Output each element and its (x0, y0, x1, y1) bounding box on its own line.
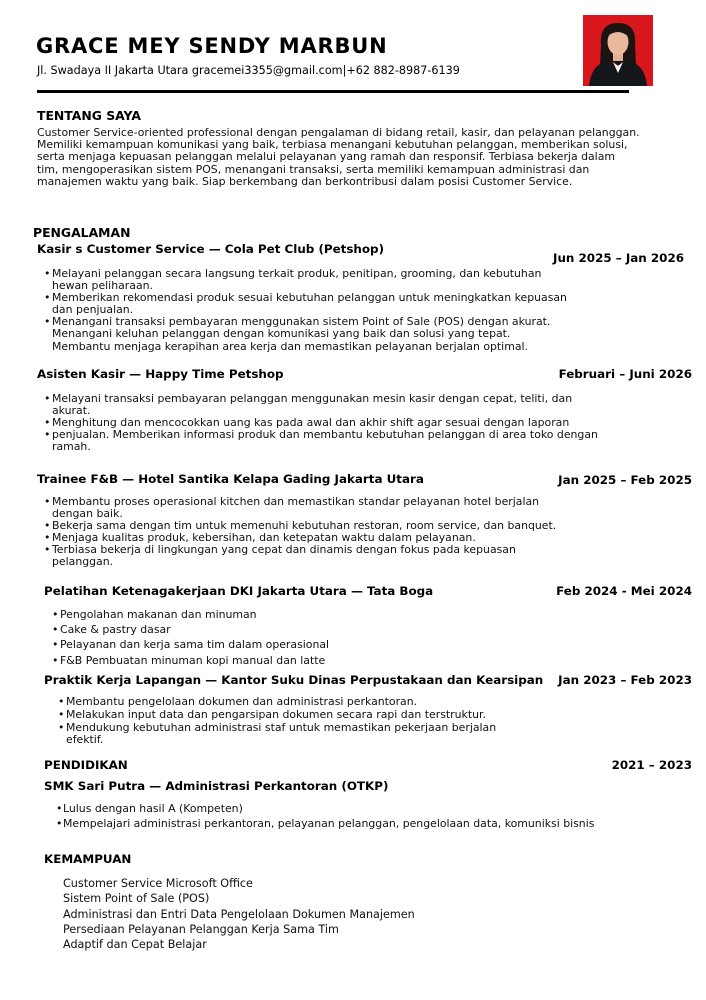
job-bullets (44, 268, 664, 353)
list-item: pelanggan. (52, 555, 114, 569)
list-item: • Cake & pastry dasar (52, 622, 652, 637)
about-text (37, 127, 677, 188)
education-bullets (56, 801, 676, 831)
list-item: • Memberikan rekomendasi produk sesuai kebutuhan pelanggan untuk meningkatkan kepuasan (44, 292, 664, 304)
list-item: • Pengolahan makanan dan minuman (52, 607, 652, 622)
list-item: • Melakukan input data dan pengarsipan dokumen secara rapi dan terstruktur. (58, 709, 658, 722)
list-item: • Melayani pelanggan secara langsung terkait produk, penitipan, grooming, dan kebutuhan (44, 268, 664, 280)
list-item: • Pelayanan dan kerja sama tim dalam operasional (52, 637, 652, 652)
list-item: ramah. (52, 440, 91, 454)
education-date: 2021 – 2023 (611, 758, 692, 772)
skills-list (63, 876, 623, 952)
list-item: • F&B Pembuatan minuman kopi manual dan latte (52, 653, 652, 668)
list-item: Persediaan Pelayanan Pelanggan Kerja Sama Tim (63, 922, 339, 936)
list-item: • penjualan. Memberikan informasi produk dan membantu kebutuhan pelanggan di area toko dengan (44, 429, 664, 441)
school-name: SMK Sari Putra — Administrasi Perkantoran (OTKP) (44, 779, 389, 793)
contact-info: Jl. Swadaya II Jakarta Utara gracemei3355@gmail.com|+62 882-8987-6139 (37, 64, 460, 77)
list-item: • Membantu proses operasional kitchen dan memastikan standar pelayanan hotel berjalan (44, 496, 664, 508)
person-photo-icon (583, 15, 653, 86)
list-item: dan penjualan. (52, 303, 134, 317)
about-heading: TENTANG SAYA (37, 108, 141, 123)
list-item: Membantu menjaga kerapihan area kerja dan memastikan pelayanan berjalan optimal. (52, 339, 528, 353)
list-item: hewan peliharaan. (52, 279, 153, 293)
list-item: • Melayani transaksi pembayaran pelanggan menggunakan mesin kasir dengan cepat, teliti, dan (44, 393, 664, 405)
list-item: • Menangani transaksi pembayaran menggunakan sistem Point of Sale (POS) dengan akurat. (44, 316, 664, 328)
about-line: Customer Service-oriented professional dengan pengalaman di bidang retail, kasir, dan pelayanan pelanggan. (37, 126, 640, 139)
job-bullets (52, 607, 652, 668)
job-title: Kasir s Customer Service — Cola Pet Club (Petshop) (37, 242, 385, 256)
list-item: Adaptif dan Cepat Belajar (63, 938, 207, 952)
list-item: Menangani keluhan pelanggan dengan komunikasi yang baik dan solusi yang tepat. (52, 327, 511, 341)
job-date: Jan 2025 – Feb 2025 (558, 473, 692, 487)
list-item: • Mempelajari administrasi perkantoran, pelayanan pelanggan, pengelolaan data, komuniksi bisnis (56, 816, 676, 831)
about-line: tim, mengoperasikan sistem POS, menangani transaksi, serta memiliki kemampuan administrasi dan (37, 162, 590, 176)
job-date: Jun 2025 – Jan 2026 (553, 251, 684, 265)
list-item: • Terbiasa bekerja di lingkungan yang cepat dan dinamis dengan fokus pada kepuasan (44, 544, 664, 556)
list-item: • Lulus dengan hasil A (Kompeten) (56, 801, 676, 816)
job-bullets (44, 496, 664, 569)
job-date: Feb 2024 - Mei 2024 (556, 584, 692, 598)
list-item: Customer Service Microsoft Office (63, 877, 253, 890)
list-item: • Menjaga kualitas produk, kebersihan, dan ketepatan waktu dalam pelayanan. (44, 532, 664, 544)
header-divider (37, 90, 629, 93)
list-item: akurat. (52, 404, 91, 418)
list-item: dengan baik. (52, 507, 123, 521)
about-line: serta menjaga kepuasan pelanggan melalui pelayanan yang ramah dan responsif. Terbiasa bekerja dalam (37, 150, 615, 164)
list-item: • Mendukung kebutuhan administrasi staf untuk memastikan pekerjaan berjalan (58, 722, 658, 735)
job-bullets (44, 393, 664, 453)
job-date: Jan 2023 – Feb 2023 (558, 673, 692, 687)
about-line: Memiliki kemampuan komunikasi yang baik, terbiasa menangani kebutuhan pelanggan, memberikan solusi, (37, 138, 628, 152)
job-title: Asisten Kasir — Happy Time Petshop (37, 367, 284, 381)
list-item: • Menghitung dan mencocokkan uang kas pada awal dan akhir shift agar sesuai dengan laporan (44, 417, 664, 429)
list-item: • Membantu pengelolaan dokumen dan administrasi perkantoran. (58, 696, 658, 709)
profile-photo (583, 15, 653, 86)
list-item: • Bekerja sama dengan tim untuk memenuhi kebutuhan restoran, room service, dan banquet. (44, 520, 664, 532)
job-date: Februari – Juni 2026 (558, 367, 692, 381)
job-title: Pelatihan Ketenagakerjaan DKI Jakarta Utara — Tata Boga (44, 584, 434, 598)
education-heading: PENDIDIKAN (44, 758, 128, 772)
job-bullets (58, 696, 658, 747)
skills-heading: KEMAMPUAN (44, 852, 132, 866)
job-title: Trainee F&B — Hotel Santika Kelapa Gading Jakarta Utara (37, 472, 424, 486)
list-item: Sistem Point of Sale (POS) (63, 892, 210, 906)
list-item: efektif. (66, 733, 104, 747)
about-line: manajemen waktu yang baik. Siap berkembang dan berkontribusi dalam posisi Customer Service. (37, 174, 573, 188)
job-title: Praktik Kerja Lapangan — Kantor Suku Dinas Perpustakaan dan Kearsipan (44, 673, 544, 687)
list-item: Administrasi dan Entri Data Pengelolaan Dokumen Manajemen (63, 907, 415, 921)
experience-heading: PENGALAMAN (33, 225, 131, 240)
resume-name: GRACE MEY SENDY MARBUN (36, 34, 388, 58)
